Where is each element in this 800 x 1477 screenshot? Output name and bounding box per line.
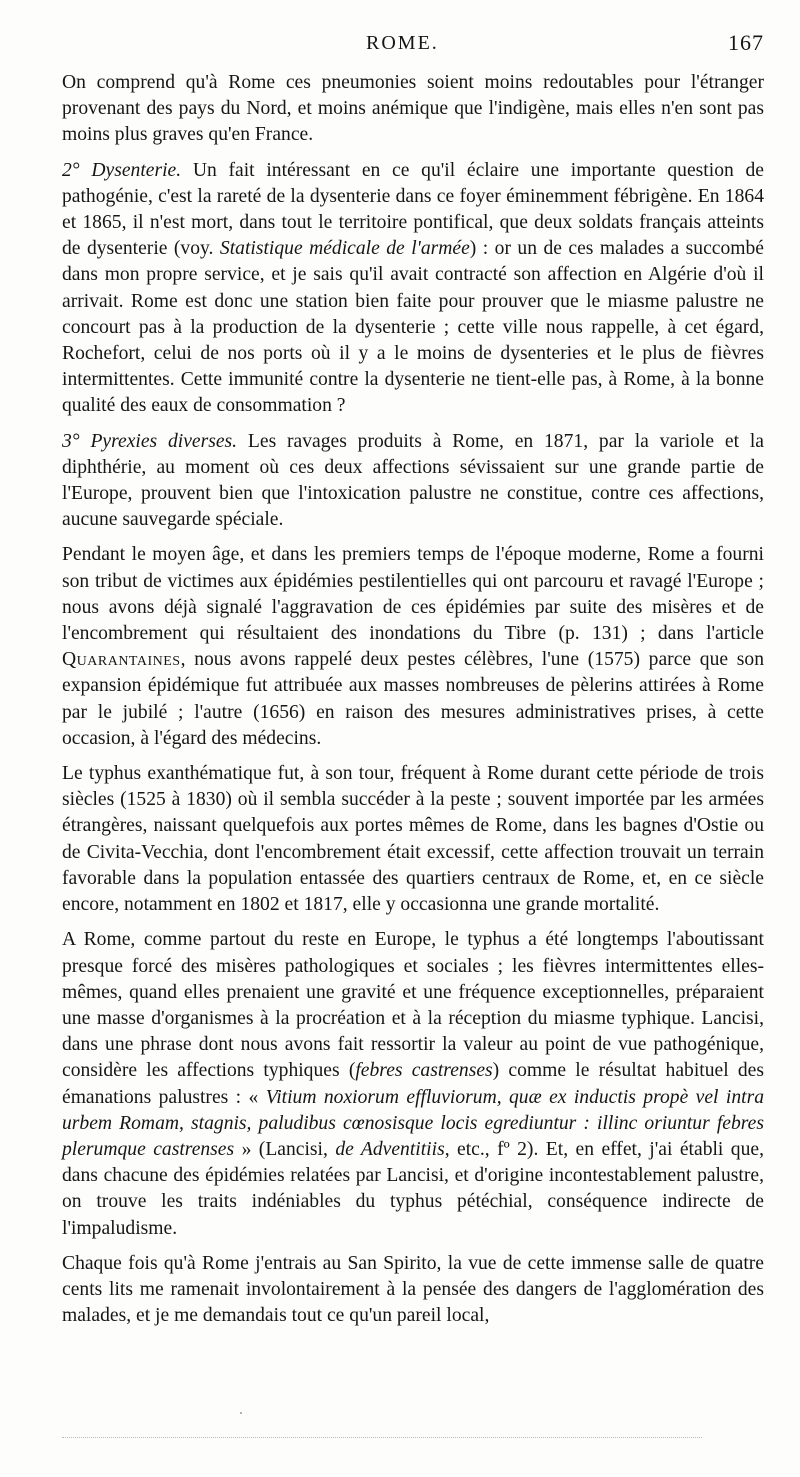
scan-speck — [240, 1412, 242, 1414]
paragraph-san-spirito — [62, 1251, 764, 1330]
work-title: de Adventitiis — [335, 1138, 445, 1160]
paragraph-text: ) : or un de ces malades a succombé dans mon propre service, et je sais qu'il avait contracté son affection en Algérie d'où il arrivait. Rome est donc une station bien faite pour prouver que le miasme palustre ne concourt pas à la production de la dysenterie ; cette ville nous rappelle, à cet égard, Rochefort, celui de nos ports où il y a le moins de dysenteries et le plus de fièvres intermittentes. Cette immunité contre la dysenterie ne tient-elle pas, à Rome, à la bonne qualité des eaux de consommation ? — [62, 238, 765, 417]
paragraph-typhus — [62, 761, 764, 918]
paragraph-text: ) comme le résultat habituel des émanations palustres : « — [62, 1060, 764, 1108]
section-heading-pyrexies: 3° Pyrexies diverses. — [62, 430, 238, 452]
paragraph-dysenterie — [62, 158, 764, 420]
body-text — [62, 70, 764, 1338]
bottom-rule — [62, 1437, 702, 1438]
paragraph-text: , etc., fº 2). Et, en effet, j'ai établi que, dans chacune des épidémies relatées par Lancisi, et d'origine incontestablement palustre, on trouve les traits indéniables du typhus pétéchial, conséquence indirecte de l'impaludisme. — [62, 1138, 764, 1239]
section-heading-dysenterie: 2° Dysenterie. — [62, 159, 182, 181]
paragraph-text: A Rome, comme partout du reste en Europe, le typhus a été longtemps l'aboutissant presque forcé des misères pathologiques et sociales ; les fièvres intermittentes elles-mêmes, quand elles prenaient une gravité et une fréquence exceptionnelles, préparaient une masse d'organismes à la procréation et à la réception du miasme typhique. Lancisi, dans une phrase dont nous avons fait ressortir la valeur au point de vue pathogénique, considère les affections typhiques ( — [62, 929, 764, 1082]
paragraph-text: Les ravages produits à Rome, en 1871, par la variole et la diphthérie, au moment où ces deux affections sévissaient sur une grande partie de l'Europe, prouvent bien que l'intoxication palustre ne constitue, contre ces affections, aucune sauvegarde spéciale. — [62, 430, 764, 531]
latin-quotation: Vitium noxiorum effluviorum, quæ ex inductis propè vel intra urbem Romam, stagnis, paludibus cœnosisque locis egrediuntur : illinc oriuntur febres plerumque castrenses — [62, 1086, 765, 1160]
paragraph-lancisi — [62, 927, 764, 1241]
running-title: ROME. — [366, 32, 439, 54]
paragraph-pestes — [62, 542, 764, 752]
paragraph-text: Un fait intéressant en ce qu'il éclaire une importante question de pathogénie, c'est la rareté de la dysenterie dans ce foyer éminemment fébrigène. En 1864 et 1865, il n'est mort, dans tout le territoire pontifical, que deux soldats français atteints de dysenterie (voy. — [62, 159, 764, 260]
paragraph-pneumonies — [62, 70, 764, 149]
citation-italic: Statistique médicale de l'armée — [219, 238, 470, 260]
paragraph-text: » (Lancisi, — [234, 1138, 336, 1160]
paragraph-text: Le typhus exanthématique fut, à son tour, fréquent à Rome durant cette période de trois siècles (1525 à 1830) où il sembla succéder à la peste ; souvent importée par les armées étrangères, naissant quelquefois aux portes mêmes de Rome, dans les bagnes d'Ostie ou de Civita-Vecchia, dont l'encombrement était excessif, cette affection trouvait un terrain favorable dans la population entassée des quartiers centraux de Rome, et, en ce siècle encore, notamment en 1802 et 1817, elle y occasionna une grande mortalité. — [62, 763, 764, 916]
paragraph-pyrexies — [62, 429, 764, 534]
paragraph-text: , nous avons rappelé deux pestes célèbres, l'une (1575) parce que son expansion épidémique fut attribuée aux masses nombreuses de pèlerins attirées à Rome par le jubilé ; l'autre (1656) en raison des mesures administratives prises, à cette occasion, à l'égard des médecins. — [62, 649, 764, 749]
page-number: 167 — [728, 30, 764, 55]
article-reference: Quarantaines — [62, 649, 181, 671]
paragraph-text: Pendant le moyen âge, et dans les premiers temps de l'époque moderne, Rome a fourni son tribut de victimes aux épidémies pestilentielles qui ont parcouru et ravagé l'Europe ; nous avons déjà signalé l'aggravation de ces épidémies par suite des misères et de l'encombrement qui résultaient des inondations du Tibre (p. 131) ; dans l'article — [62, 544, 764, 645]
latin-term: febres castrenses — [355, 1060, 493, 1082]
running-head — [0, 30, 800, 60]
paragraph-text: Chaque fois qu'à Rome j'entrais au San Spirito, la vue de cette immense salle de quatre cents lits me ramenait involontairement à la pensée des dangers de l'agglomération des malades, et je me demandais tout ce qu'un pareil local, — [62, 1252, 764, 1327]
paragraph-text: On comprend qu'à Rome ces pneumonies soient moins redoutables pour l'étranger provenant des pays du Nord, et moins anémique que l'indigène, mais elles n'en sont pas moins plus graves qu'en France. — [62, 72, 764, 146]
